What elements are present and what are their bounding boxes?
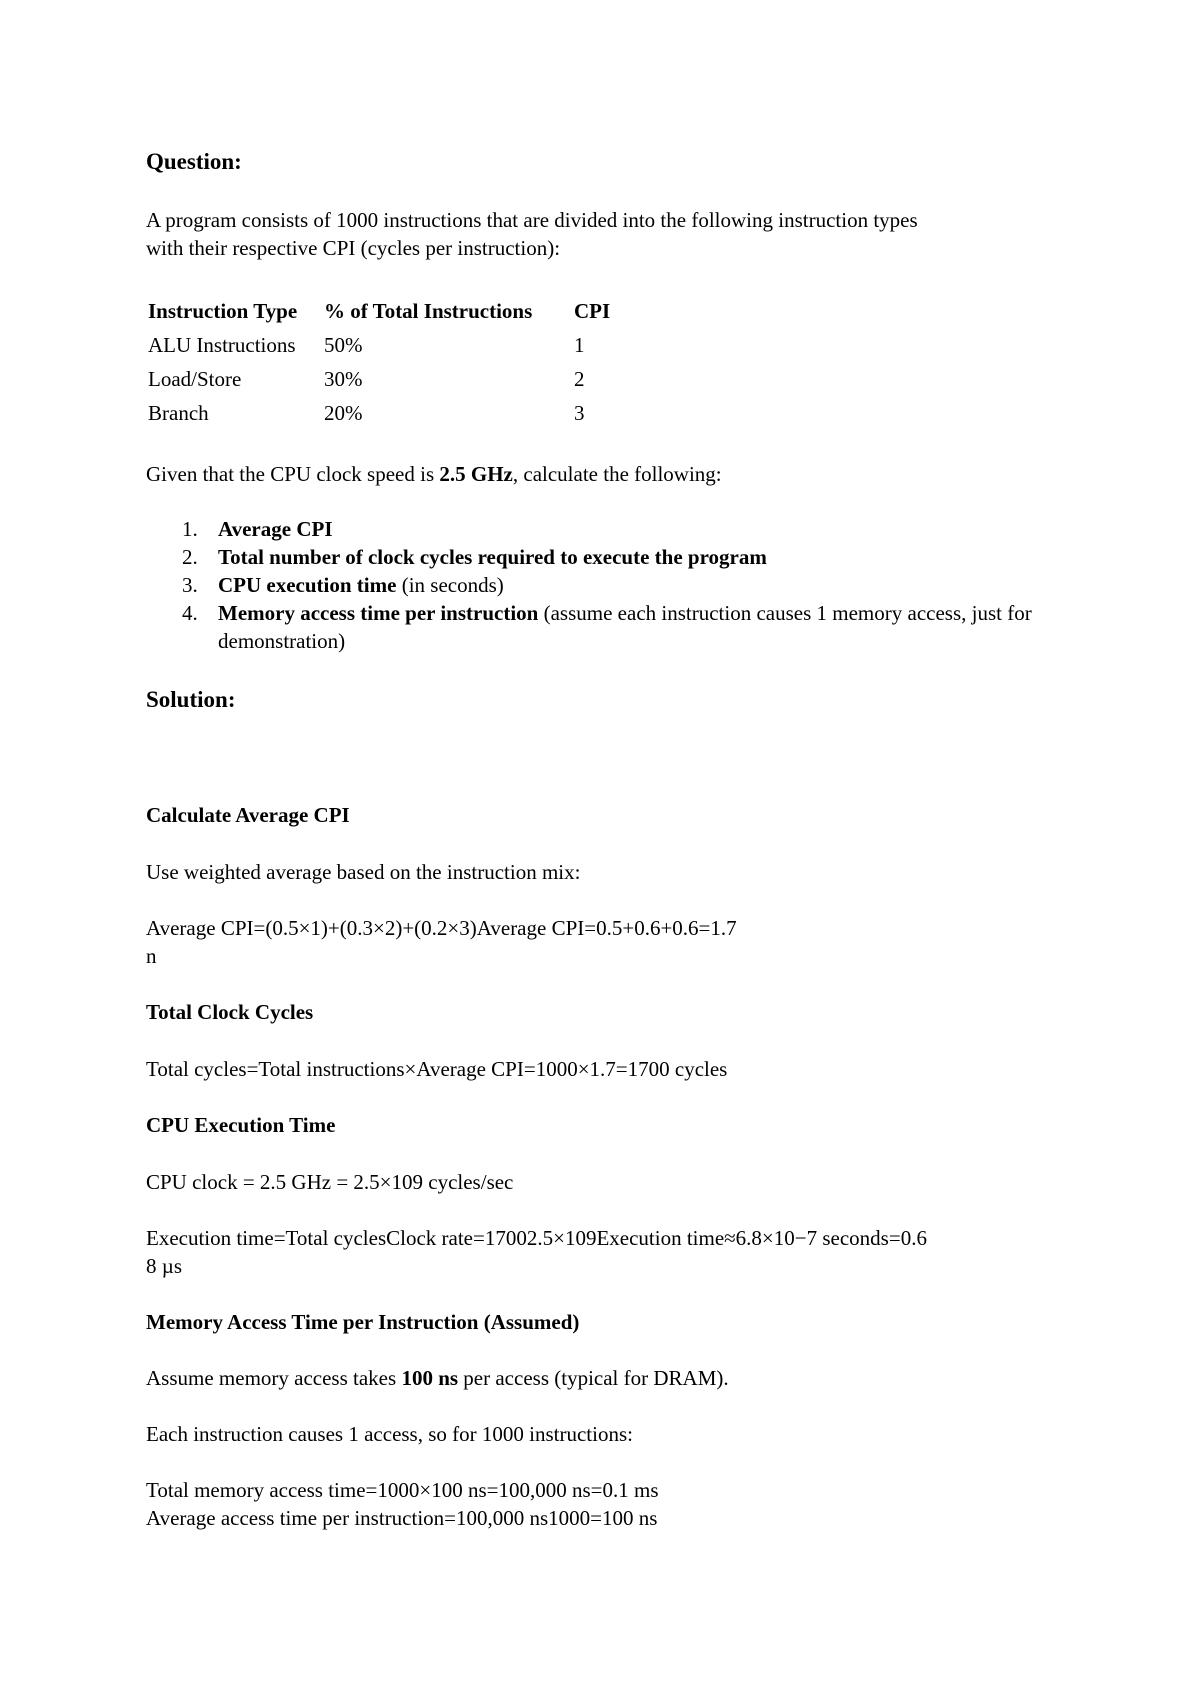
task-list (146, 515, 1066, 655)
list-number: 2. (182, 545, 198, 569)
intro-line-2: with their respective CPI (cycles per instruction): (146, 236, 561, 260)
memory-average-formula: Average access time per instruction=100,000 ns1000=100 ns (146, 1506, 658, 1530)
cell-type: Branch (148, 401, 209, 425)
cell-percent: 20% (324, 401, 363, 425)
avg-cpi-text: Use weighted average based on the instruction mix: (146, 860, 581, 884)
avg-cpi-formula-line-2: n (146, 944, 157, 968)
cell-percent: 50% (324, 333, 363, 357)
exec-time-formula-line-1: Execution time=Total cyclesClock rate=17002.5×109Execution time≈6.8×10−7 seconds=0.6 (146, 1226, 927, 1250)
exec-time-title: CPU Execution Time (146, 1113, 336, 1137)
avg-cpi-formula-line-1: Average CPI=(0.5×1)+(0.3×2)+(0.2×3)Average CPI=0.5+0.6+0.6=1.7 (146, 916, 737, 940)
given-clock-speed (146, 460, 722, 488)
memory-title: Memory Access Time per Instruction (Assumed) (146, 1310, 580, 1334)
table-row (148, 362, 634, 396)
avg-cpi-title: Calculate Average CPI (146, 803, 350, 827)
cell-cpi: 3 (574, 401, 585, 425)
list-number: 3. (182, 573, 198, 597)
instruction-mix-table (148, 294, 634, 430)
intro-line-1: A program consists of 1000 instructions that are divided into the following instruction types (146, 208, 918, 232)
list-item (146, 515, 1066, 543)
cell-cpi: 1 (574, 333, 585, 357)
exec-time-clock: CPU clock = 2.5 GHz = 2.5×109 cycles/sec (146, 1170, 514, 1194)
list-number: 1. (182, 517, 198, 541)
assume-suffix: per access (typical for DRAM). (458, 1366, 729, 1390)
header-percent-total: % of Total Instructions (324, 299, 533, 323)
exec-time-formula-line-2: 8 µs (146, 1254, 183, 1278)
list-item (146, 599, 1066, 655)
memory-total-formula: Total memory access time=1000×100 ns=100,000 ns=0.1 ms (146, 1478, 659, 1502)
assume-prefix: Assume memory access takes (146, 1366, 402, 1390)
cycles-formula: Total cycles=Total instructions×Average CPI=1000×1.7=1700 cycles (146, 1057, 728, 1081)
memory-each: Each instruction causes 1 access, so for 1000 instructions: (146, 1422, 633, 1446)
task-title: Memory access time per instruction (218, 601, 539, 625)
cell-cpi: 2 (574, 367, 585, 391)
list-number: 4. (182, 601, 198, 625)
task-title: Average CPI (218, 517, 333, 541)
question-heading: Question: (146, 149, 242, 174)
header-instruction-type: Instruction Type (148, 299, 298, 323)
task-title: CPU execution time (218, 573, 397, 597)
cell-type: ALU Instructions (148, 333, 296, 357)
given-prefix: Given that the CPU clock speed is (146, 462, 440, 486)
clock-speed-value: 2.5 GHz (439, 462, 513, 486)
list-item (146, 571, 1066, 599)
cell-type: Load/Store (148, 367, 242, 391)
list-item (146, 543, 1066, 571)
task-detail: (in seconds) (396, 573, 504, 597)
table-row (148, 328, 634, 362)
access-time-value: 100 ns (401, 1366, 459, 1390)
given-suffix: , calculate the following: (512, 462, 722, 486)
cycles-title: Total Clock Cycles (146, 1000, 314, 1024)
solution-heading: Solution: (146, 687, 236, 712)
task-title: Total number of clock cycles required to execute the program (218, 545, 767, 569)
memory-assumption (146, 1364, 729, 1392)
table-header-row (148, 294, 634, 328)
header-cpi: CPI (574, 299, 611, 323)
table-row (148, 396, 634, 430)
task-detail: (assume each instruction causes 1 memory access, just for demonstration) (218, 601, 1032, 653)
cell-percent: 30% (324, 367, 363, 391)
